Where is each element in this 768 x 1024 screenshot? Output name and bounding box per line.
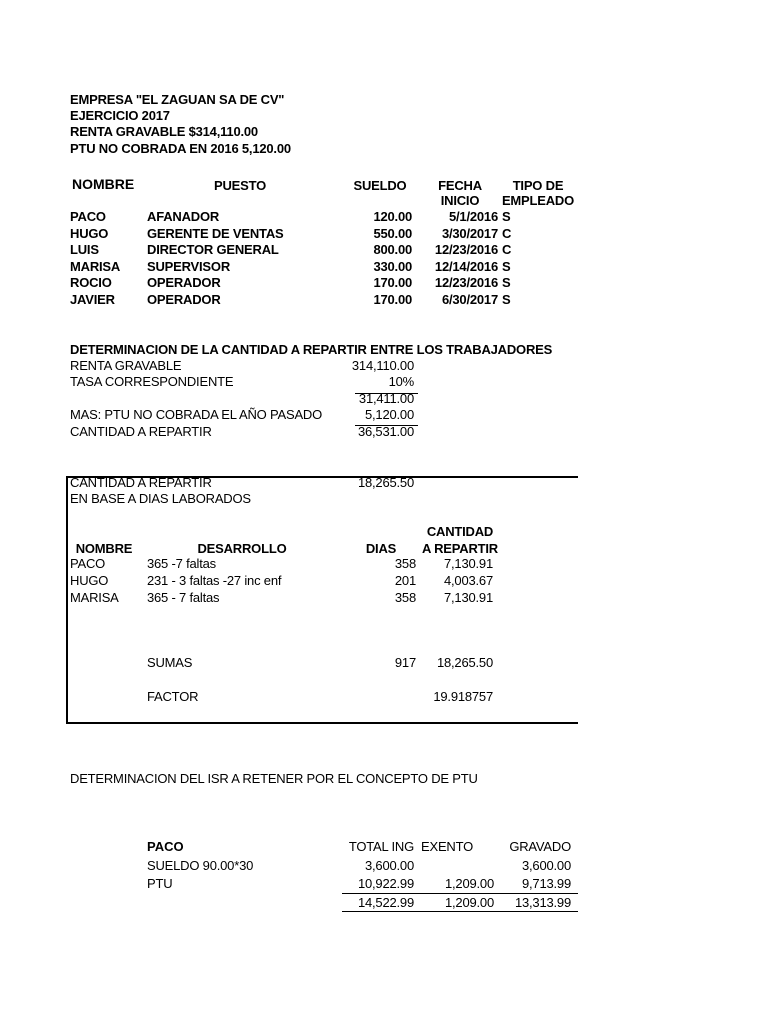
col-header-nombre-dias: NOMBRE (75, 541, 133, 556)
col-header-desarrollo: DESARROLLO (197, 541, 287, 556)
employee-name: JAVIER (70, 292, 115, 307)
employee-start-date: 3/30/2017 (441, 226, 498, 241)
isr-row-label: SUELDO 90.00*30 (147, 858, 254, 873)
sumas-label: SUMAS (147, 655, 193, 670)
dias-name: PACO (70, 556, 106, 571)
dias-count: 358 (394, 556, 416, 571)
employee-name: PACO (70, 209, 106, 224)
isr-total: 3,600.00 (364, 858, 414, 873)
unclaimed-ptu: PTU NO COBRADA EN 2016 5,120.00 (70, 141, 291, 156)
employee-salary: 330.00 (373, 259, 412, 274)
col-header-cantidad: CANTIDAD (426, 524, 494, 539)
dias-cantidad: 4,003.67 (443, 573, 493, 588)
taxable-income: RENTA GRAVABLE $314,110.00 (70, 124, 258, 139)
sumas-cantidad: 18,265.50 (436, 655, 493, 670)
employee-position: OPERADOR (147, 275, 221, 290)
dias-box (66, 476, 578, 724)
isr-gravado: 9,713.99 (521, 876, 571, 891)
col-header-sueldo: SUELDO (353, 178, 407, 193)
employee-position: GERENTE DE VENTAS (147, 226, 284, 241)
employee-type: S (502, 259, 511, 274)
section-title-isr: DETERMINACION DEL ISR A RETENER POR EL CONCEPTO DE PTU (70, 771, 478, 786)
employee-start-date: 12/23/2016 (434, 242, 498, 257)
employee-type: C (502, 226, 512, 241)
employee-position: DIRECTOR GENERAL (147, 242, 279, 257)
company-name: EMPRESA "EL ZAGUAN SA DE CV" (70, 92, 285, 107)
employee-name: HUGO (70, 226, 109, 241)
dias-count: 201 (394, 573, 416, 588)
isr-exento: 1,209.00 (444, 876, 494, 891)
isr-gravado: 3,600.00 (521, 858, 571, 873)
col-header-nombre: NOMBRE (72, 176, 135, 192)
employee-start-date: 12/23/2016 (434, 275, 498, 290)
isr-row-label: PTU (147, 876, 173, 891)
calc-value: 314,110.00 (351, 358, 414, 373)
dias-name: MARISA (70, 590, 119, 605)
employee-salary: 550.00 (373, 226, 412, 241)
calc-label: TASA CORRESPONDIENTE (70, 374, 234, 389)
employee-name: MARISA (70, 259, 121, 274)
calc-value: 31,411.00 (358, 391, 414, 406)
employee-salary: 800.00 (373, 242, 412, 257)
sumas-dias: 917 (394, 655, 416, 670)
base-dias-label: EN BASE A DIAS LABORADOS (70, 491, 251, 506)
cantidad-repartir-label: CANTIDAD A REPARTIR (70, 475, 212, 490)
col-header-tipo: TIPO DE (512, 178, 564, 193)
employee-salary: 170.00 (373, 292, 412, 307)
employee-type: C (502, 242, 512, 257)
col-header-a-repartir: A REPARTIR (421, 541, 498, 556)
col-header-puesto: PUESTO (213, 178, 267, 193)
calc-label: CANTIDAD A REPARTIR (70, 424, 212, 439)
employee-name: ROCIO (70, 275, 112, 290)
isr-total-sum: 14,522.99 (357, 895, 414, 910)
col-header-inicio: INICIO (440, 193, 480, 208)
factor-label: FACTOR (147, 689, 199, 704)
calc-label: MAS: PTU NO COBRADA EL AÑO PASADO (70, 407, 323, 422)
isr-employee-name: PACO (147, 839, 184, 854)
fiscal-year: EJERCICIO 2017 (70, 108, 170, 123)
factor-value: 19.918757 (433, 689, 493, 704)
dias-count: 358 (394, 590, 416, 605)
col-header-total-ing: TOTAL ING (348, 839, 414, 854)
isr-bottom-rule (342, 911, 578, 912)
col-header-gravado: GRAVADO (509, 839, 571, 854)
isr-total: 10,922.99 (357, 876, 414, 891)
employee-start-date: 5/1/2016 (448, 209, 498, 224)
col-header-exento: EXENTO (421, 839, 474, 854)
dias-desarrollo: 231 - 3 faltas -27 inc enf (147, 573, 282, 588)
isr-exento-sum: 1,209.00 (444, 895, 494, 910)
employee-name: LUIS (70, 242, 99, 257)
employee-type: S (502, 209, 511, 224)
employee-start-date: 6/30/2017 (441, 292, 498, 307)
calc-label: RENTA GRAVABLE (70, 358, 182, 373)
calc-value: 10% (388, 374, 414, 389)
cantidad-repartir-value: 18,265.50 (357, 475, 414, 490)
col-header-dias: DIAS (365, 541, 397, 556)
employee-salary: 120.00 (373, 209, 412, 224)
dias-cantidad: 7,130.91 (443, 590, 493, 605)
section-title-determinacion: DETERMINACION DE LA CANTIDAD A REPARTIR ENTRE LOS TRABAJADORES (70, 342, 553, 357)
employee-type: S (502, 275, 511, 290)
col-header-fecha: FECHA (438, 178, 482, 193)
employee-position: SUPERVISOR (147, 259, 231, 274)
employee-type: S (502, 292, 511, 307)
isr-gravado-sum: 13,313.99 (514, 895, 571, 910)
employee-salary: 170.00 (373, 275, 412, 290)
col-header-empleado: EMPLEADO (501, 193, 575, 208)
calc-value: 36,531.00 (357, 424, 414, 439)
dias-desarrollo: 365 - 7 faltas (147, 590, 220, 605)
employee-start-date: 12/14/2016 (434, 259, 498, 274)
dias-cantidad: 7,130.91 (443, 556, 493, 571)
dias-name: HUGO (70, 573, 109, 588)
calc-value: 5,120.00 (364, 407, 414, 422)
isr-total-rule (342, 893, 578, 894)
dias-desarrollo: 365 -7 faltas (147, 556, 216, 571)
employee-position: AFANADOR (147, 209, 220, 224)
employee-position: OPERADOR (147, 292, 221, 307)
